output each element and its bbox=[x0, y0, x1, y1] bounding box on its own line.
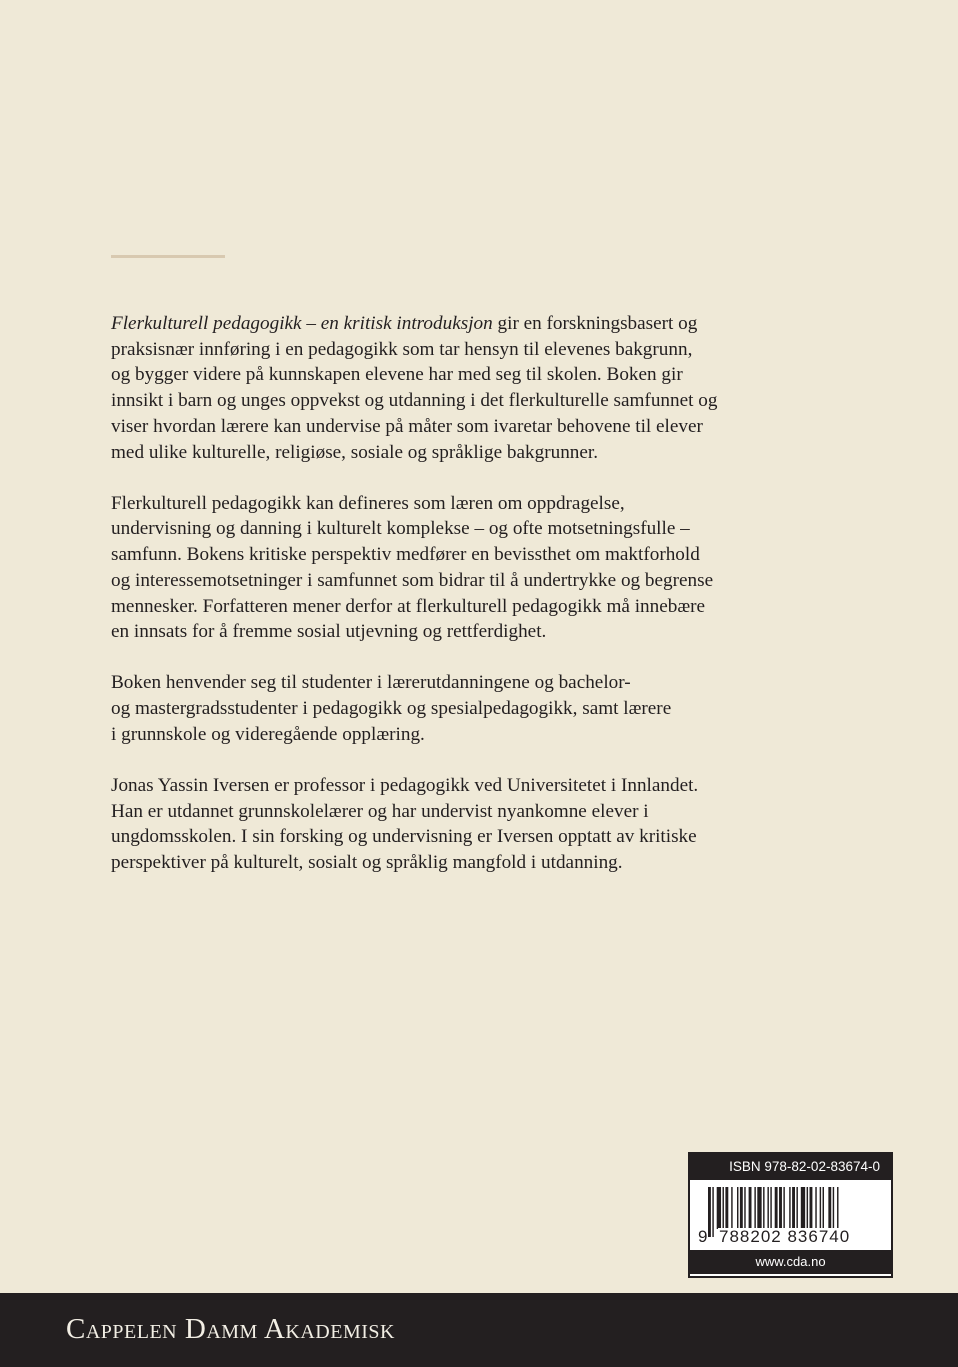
barcode-bar bbox=[767, 1187, 768, 1229]
blurb-paragraph-2: Flerkulturell pedagogikk kan defineres som læren om oppdragelse, undervisning og danning i kulturelt komplekse – og ofte motsetningsfulle – samfunn. Bokens kritiske perspektiv medfører en bevissthet om maktforhold og interessemotsetninger i samfunnet som bidrar til å undertrykke og begrense mennesker. Forfatteren mener derfor at flerkulturell pedagogikk må innebære en innsats for å fremme sosial utjevning og rettferdighet. bbox=[111, 492, 714, 643]
book-title-italic: Flerkulturell pedagogikk – en kritisk introduksjon bbox=[111, 313, 493, 334]
author-bio: Jonas Yassin Iversen er professor i pedagogikk ved Universitetet i Innlandet. Han er utdannet grunnskolelærer og har undervist nyankomne elever i ungdomsskolen. I sin forsking og undervisning er Iversen opptatt av kritiske perspektiver på kulturelt, sosialt og språklig mangfold i utdanning. bbox=[111, 775, 699, 874]
barcode-bar bbox=[737, 1187, 738, 1229]
barcode-bar bbox=[792, 1187, 795, 1229]
barcode-bar bbox=[810, 1187, 813, 1229]
barcode-bar bbox=[723, 1187, 724, 1229]
back-cover-blurb bbox=[111, 311, 846, 901]
barcode-bar bbox=[807, 1187, 808, 1229]
publisher-website: www.cda.no bbox=[690, 1250, 891, 1274]
blurb-paragraph-3: Boken henvender seg til studenter i lærerutdanningene og bachelor- og mastergradsstudenter i pedagogikk og spesialpedagogikk, samt lærere i grunnskole og videregående opplæring. bbox=[111, 672, 672, 745]
barcode-bar bbox=[801, 1187, 805, 1229]
isbn-barcode-block bbox=[688, 1152, 893, 1278]
blurb-paragraph-1 bbox=[111, 311, 846, 465]
barcode-bar bbox=[754, 1187, 755, 1229]
barcode-bar bbox=[789, 1187, 790, 1229]
barcode-bar bbox=[783, 1187, 784, 1229]
barcode-bar bbox=[820, 1187, 821, 1229]
barcode-bar bbox=[815, 1187, 816, 1229]
barcode-bar bbox=[823, 1187, 824, 1229]
blurb-paragraph-1-text: gir en forskningsbasert og praksisnær innføring i en pedagogikk som tar hensyn til elevenes bakgrunn, og bygger videre på kunnskapen elevene har med seg til skolen. Boken gir innsikt i barn og unges oppvekst og utdanning i det flerkulturelle samfunnet og viser hvordan lærere kan undervise på måter som ivaretar behovene til elever med ulike kulturelle, religiøse, sosiale og språklige bakgrunner. bbox=[111, 313, 718, 463]
publisher-footer-bar bbox=[0, 1293, 958, 1367]
isbn-label: ISBN 978-82-02-83674-0 bbox=[690, 1154, 891, 1180]
barcode-bar bbox=[796, 1187, 797, 1229]
barcode-bar bbox=[717, 1187, 721, 1229]
barcode-bar bbox=[725, 1187, 728, 1229]
barcode-bar bbox=[749, 1187, 752, 1229]
decorative-rule bbox=[111, 255, 225, 258]
barcode-bar bbox=[712, 1187, 713, 1237]
barcode-bar bbox=[828, 1187, 831, 1229]
barcode-bar bbox=[833, 1187, 834, 1229]
publisher-logo-text: Cappelen Damm Akademisk bbox=[66, 1313, 395, 1345]
barcode-bar bbox=[779, 1187, 782, 1229]
barcode-bar bbox=[731, 1187, 732, 1229]
ean-first-digit: 9 bbox=[698, 1227, 709, 1246]
barcode-bar bbox=[744, 1187, 745, 1229]
barcode-bar bbox=[770, 1187, 771, 1229]
barcode-bar bbox=[763, 1187, 764, 1229]
ean-remaining-digits: 788202 836740 bbox=[719, 1227, 851, 1246]
barcode-bar bbox=[757, 1187, 761, 1229]
barcode-bar bbox=[740, 1187, 743, 1229]
